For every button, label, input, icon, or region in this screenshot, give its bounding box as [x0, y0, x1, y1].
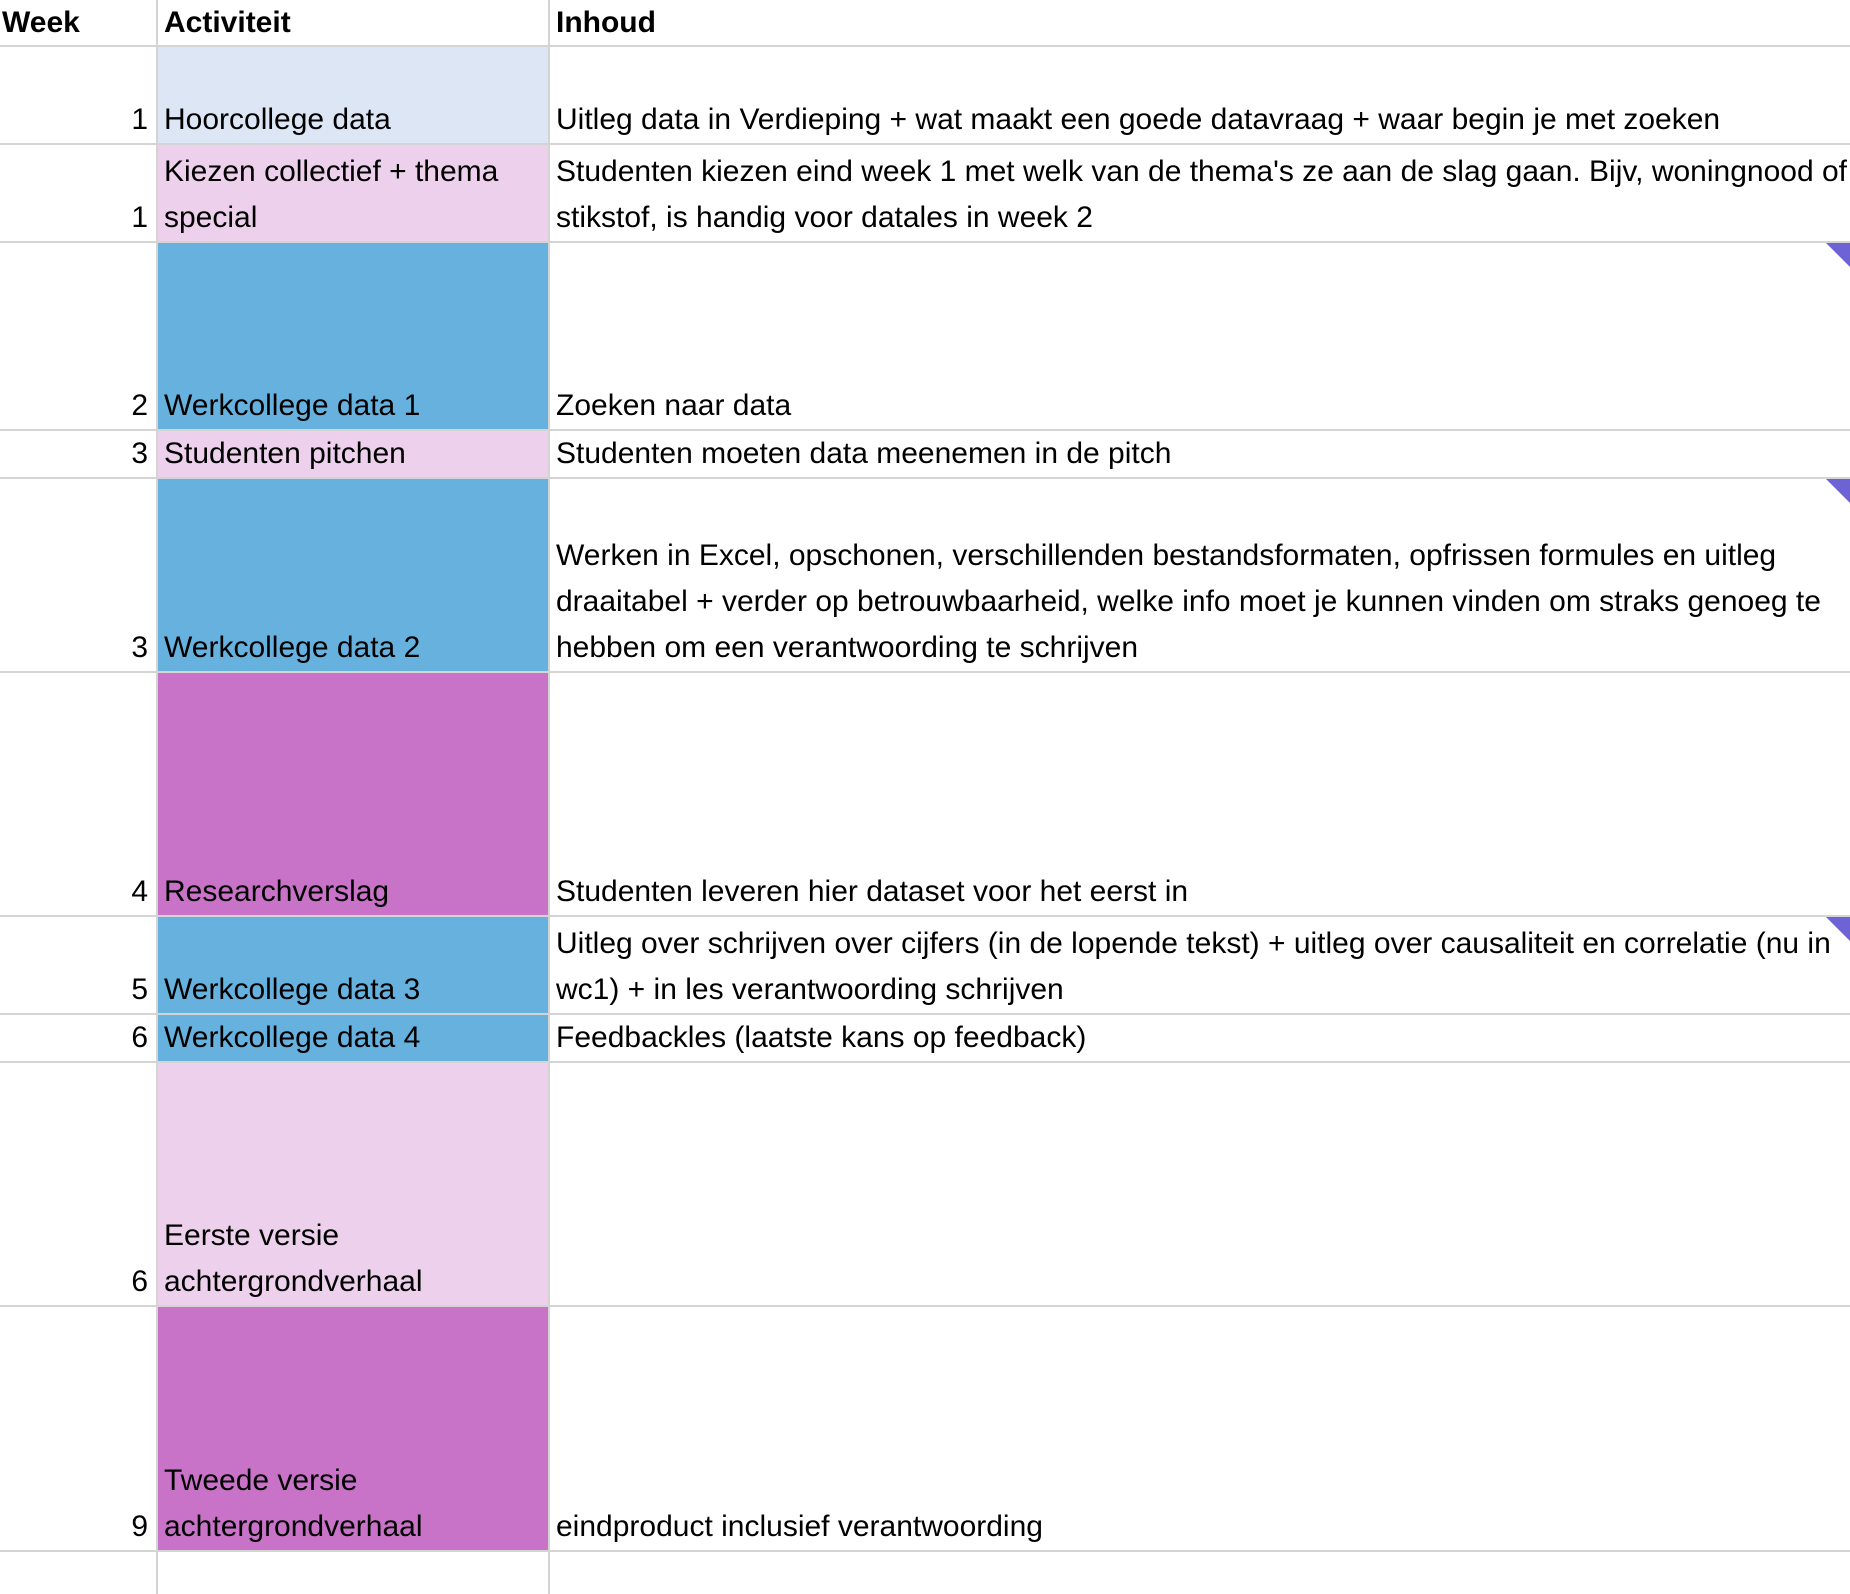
inhoud-text: Studenten moeten data meenemen in de pitch — [556, 437, 1172, 470]
cell-activiteit[interactable] — [157, 47, 548, 143]
header-inhoud[interactable]: Inhoud — [556, 5, 656, 39]
row-gridline — [0, 1305, 1850, 1307]
cell-inhoud[interactable] — [550, 145, 1850, 241]
week-value: 4 — [131, 875, 148, 908]
cell-activiteit[interactable] — [157, 1307, 548, 1550]
inhoud-text: Studenten kiezen eind week 1 met welk van de thema's ze aan de slag gaan. Bijv, woningnood of — [556, 155, 1847, 188]
activiteit-text: Studenten pitchen — [164, 437, 406, 470]
activiteit-text: Werkcollege data 4 — [164, 1021, 421, 1054]
inhoud-text: Uitleg over schrijven over cijfers (in de lopende tekst) + uitleg over causaliteit en correlatie (nu in — [556, 927, 1831, 960]
week-value: 1 — [131, 103, 148, 136]
cell-inhoud[interactable] — [550, 673, 1850, 915]
week-value: 6 — [131, 1265, 148, 1298]
cell-activiteit[interactable] — [157, 917, 548, 1013]
cell-activiteit[interactable] — [157, 145, 548, 241]
week-value: 6 — [131, 1021, 148, 1054]
row-gridline — [0, 1013, 1850, 1015]
cell-activiteit[interactable] — [157, 479, 548, 671]
cell-week[interactable] — [0, 145, 156, 241]
column-gridline — [548, 0, 550, 1594]
row-gridline — [0, 1061, 1850, 1063]
activiteit-text: Hoorcollege data — [164, 103, 391, 136]
activiteit-text: achtergrondverhaal — [164, 1510, 423, 1543]
inhoud-text: stikstof, is handig voor datales in week 2 — [556, 201, 1093, 234]
inhoud-text: Feedbackles (laatste kans op feedback) — [556, 1021, 1087, 1054]
header-activiteit[interactable]: Activiteit — [164, 5, 291, 39]
inhoud-text: Zoeken naar data — [556, 389, 792, 422]
inhoud-text: Studenten leveren hier dataset voor het eerst in — [556, 875, 1189, 908]
cell-inhoud[interactable] — [550, 917, 1850, 1013]
header-week[interactable]: Week — [2, 5, 80, 39]
row-gridline — [0, 915, 1850, 917]
cell-activiteit[interactable] — [157, 1063, 548, 1305]
row-gridline — [0, 1550, 1850, 1552]
cell-week[interactable] — [0, 1015, 156, 1061]
column-gridline — [156, 0, 158, 1594]
activiteit-text: achtergrondverhaal — [164, 1265, 423, 1298]
cell-inhoud[interactable] — [550, 47, 1850, 143]
cell-inhoud[interactable] — [550, 1307, 1850, 1550]
activiteit-text: Werkcollege data 1 — [164, 389, 421, 422]
inhoud-text: hebben om een verantwoording te schrijven — [556, 631, 1139, 664]
cell-week[interactable] — [0, 1063, 156, 1305]
week-value: 5 — [131, 973, 148, 1006]
row-gridline — [0, 143, 1850, 145]
cell-week[interactable] — [0, 673, 156, 915]
cell-inhoud[interactable] — [550, 243, 1850, 429]
cell-inhoud[interactable] — [550, 1063, 1850, 1305]
activiteit-text: Kiezen collectief + thema — [164, 155, 499, 188]
row-gridline — [0, 429, 1850, 431]
cell-week[interactable] — [0, 47, 156, 143]
row-gridline — [0, 45, 1850, 47]
inhoud-text: draaitabel + verder op betrouwbaarheid, welke info moet je kunnen vinden om straks genoeg te — [556, 585, 1821, 618]
cell-week[interactable] — [0, 917, 156, 1013]
cell-week[interactable] — [0, 431, 156, 477]
cell-activiteit[interactable] — [157, 431, 548, 477]
row-gridline — [0, 477, 1850, 479]
cell-activiteit[interactable] — [157, 1015, 548, 1061]
week-value: 3 — [131, 631, 148, 664]
cell-week[interactable] — [0, 1307, 156, 1550]
cell-inhoud[interactable] — [550, 479, 1850, 671]
activiteit-text: Researchverslag — [164, 875, 390, 908]
cell-week[interactable] — [0, 479, 156, 671]
cell-activiteit[interactable] — [157, 673, 548, 915]
week-value: 3 — [131, 437, 148, 470]
week-value: 2 — [131, 389, 148, 422]
inhoud-text: eindproduct inclusief verantwoording — [556, 1510, 1043, 1543]
activiteit-text: special — [164, 201, 258, 234]
cell-activiteit[interactable] — [157, 243, 548, 429]
inhoud-text: Uitleg data in Verdieping + wat maakt een goede datavraag + waar begin je met zoeken — [556, 103, 1721, 136]
week-value: 1 — [131, 201, 148, 234]
inhoud-text: wc1) + in les verantwoording schrijven — [556, 973, 1064, 1006]
activiteit-text: Werkcollege data 2 — [164, 631, 421, 664]
week-value: 9 — [131, 1510, 148, 1543]
cell-inhoud[interactable] — [550, 431, 1850, 477]
inhoud-text: Werken in Excel, opschonen, verschillenden bestandsformaten, opfrissen formules en uitleg — [556, 539, 1777, 572]
row-gridline — [0, 241, 1850, 243]
activiteit-text: Tweede versie — [164, 1464, 358, 1497]
cell-week[interactable] — [0, 243, 156, 429]
row-gridline — [0, 671, 1850, 673]
activiteit-text: Eerste versie — [164, 1219, 340, 1252]
activiteit-text: Werkcollege data 3 — [164, 973, 421, 1006]
cell-inhoud[interactable] — [550, 1015, 1850, 1061]
